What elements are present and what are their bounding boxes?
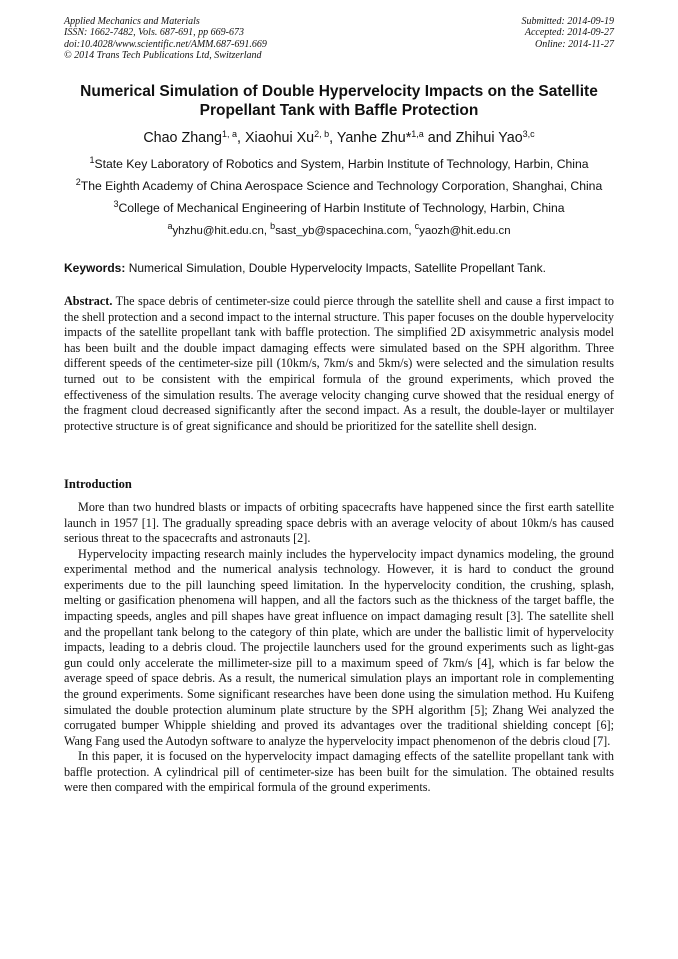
dates-header	[354, 16, 614, 50]
email-superscript: c	[414, 221, 420, 231]
introduction-body	[64, 500, 614, 796]
email-separator: ,	[263, 225, 271, 237]
section-heading-introduction: Introduction	[64, 477, 132, 491]
keywords-label: Keywords:	[64, 261, 126, 275]
email-link[interactable]: yhzhu@hit.edu.cn	[172, 225, 264, 237]
abstract-text: The space debris of centimeter-size could pierce through the satellite shell and cause a first impact to the shell protection and a second impact to the internal structure. This paper focuses on the double hypervelocity impacts of the satellite propellant tank with baffle protection. The simplified 2D axisymmetric analysis model has been built and the double impact damaging effects were simulated based on the SPH algorithm. Three different speeds of the centimeter-size pill (10km/s, 7km/s and 5km/s) were selected and the simulation results turned out to be consistent with the empirical formula of the ground experiments, which proved the effectiveness of the simulation results. The average velocity changing curve showed that the residual energy of the fragment cloud decreased significantly after the second impact. As a result, the double-layer or multilayer protective structure is of great significance and should be prioritized for the satellite shell design.	[64, 294, 614, 433]
affiliation-superscript: 3	[113, 199, 119, 209]
author-superscript: 1, a	[222, 129, 238, 139]
keywords	[64, 261, 614, 276]
affiliation-2	[64, 179, 614, 194]
online-date: Online: 2014-11-27	[535, 38, 614, 50]
journal-copyright: © 2014 Trans Tech Publications Ltd, Switzerland	[64, 50, 262, 62]
abstract	[64, 294, 614, 434]
author-name: Yanhe Zhu*	[336, 130, 412, 146]
journal-doi: doi:10.4028/www.scientific.net/AMM.687-691.669	[64, 38, 267, 50]
author-name: Xiaohui Xu	[244, 130, 315, 146]
author-list	[64, 129, 614, 147]
email-separator: ,	[408, 225, 415, 237]
journal-issn: ISSN: 1662-7482, Vols. 687-691, pp 669-673	[64, 27, 244, 39]
abstract-label: Abstract.	[64, 294, 113, 308]
email-superscript: b	[270, 221, 276, 231]
affiliation-superscript: 2	[75, 177, 81, 187]
author-superscript: 3,c	[522, 129, 535, 139]
affiliation-text: State Key Laboratory of Robotics and System, Harbin Institute of Technology, Harbin, China	[94, 157, 589, 171]
email-link[interactable]: yaozh@hit.edu.cn	[419, 225, 511, 237]
accepted-date: Accepted: 2014-09-27	[524, 27, 614, 39]
paper-title: Numerical Simulation of Double Hypervelocity Impacts on the Satellite Propellant Tank with Baffle Protection	[80, 83, 598, 119]
affiliation-text: College of Mechanical Engineering of Harbin Institute of Technology, Harbin, China	[118, 201, 565, 215]
submitted-date: Submitted: 2014-09-19	[521, 16, 614, 27]
affiliation-superscript: 1	[89, 155, 95, 165]
affiliation-3	[64, 201, 614, 216]
author-superscript: 2, b	[314, 129, 330, 139]
journal-name: Applied Mechanics and Materials	[64, 16, 200, 27]
author-conjunction: and	[423, 130, 456, 146]
author-separator: ,	[237, 130, 245, 146]
author-emails	[64, 221, 614, 239]
affiliation-1	[64, 157, 614, 172]
affiliation-text: The Eighth Academy of China Aerospace Science and Technology Corporation, Shanghai, China	[80, 179, 603, 193]
body-paragraph: Hypervelocity impacting research mainly includes the hypervelocity impact dynamics modeling, the ground experimental method and the numerical analysis technology. However, it is hard to conduct the ground experiments due to the pill launching speed limitation. In the hypervelocity condition, the crushing, splash, melting or gasification phenomena will happen, and all the factors such as the thickness of the target baffle, the impacting speeds, angles and pill shapes have great influence on impact damaging result [3]. The satellite shell and the propellant tank belong to the category of thin plate, which are under the ballistic limit of hypervelocity impacts, leading to a debris cloud. The projectile launchers used for the ground experiments such as light-gas gun could only accelerate the millimeter-size pill to a maximum speed of 7km/s [4], which is far below the average speed of space debris. As a result, the numerical simulation plays an important role in complementing the ground experiments. Some significant researches have been done using the simulation method. Hu Kuifeng simulated the double protection aluminum plate structure by the SPH algorithm [5]; Zhang Wei analyzed the corrugated bumper Whipple shielding and proved its advantages over the traditional shielding concept [6]; Wang Fang used the Autodyn software to analyze the hypervelocity impact phenomenon of the debris cloud [7].	[64, 546, 614, 748]
author-separator: ,	[329, 130, 337, 146]
keywords-text: Numerical Simulation, Double Hypervelocity Impacts, Satellite Propellant Tank.	[125, 261, 546, 275]
author-superscript: 1,a	[411, 129, 424, 139]
author-name: Chao Zhang	[143, 130, 223, 146]
email-link[interactable]: sast_yb@spacechina.com	[275, 225, 409, 237]
body-paragraph: In this paper, it is focused on the hypervelocity impact damaging effects of the satellite propellant tank with baffle protection. A cylindrical pill of centimeter-size has been built for the simulation. The obtained results were then compared with the empirical formula of the ground experiments.	[64, 749, 614, 795]
author-name: Zhihui Yao	[455, 130, 523, 146]
journal-header	[64, 16, 384, 62]
email-superscript: a	[167, 221, 173, 231]
body-paragraph: More than two hundred blasts or impacts of orbiting spacecrafts have happened since the first earth satellite launch in 1957 [1]. The gradually spreading space debris with an average velocity of about 10km/s has caused serious threat to the spacecrafts and astronauts [2].	[64, 500, 614, 546]
